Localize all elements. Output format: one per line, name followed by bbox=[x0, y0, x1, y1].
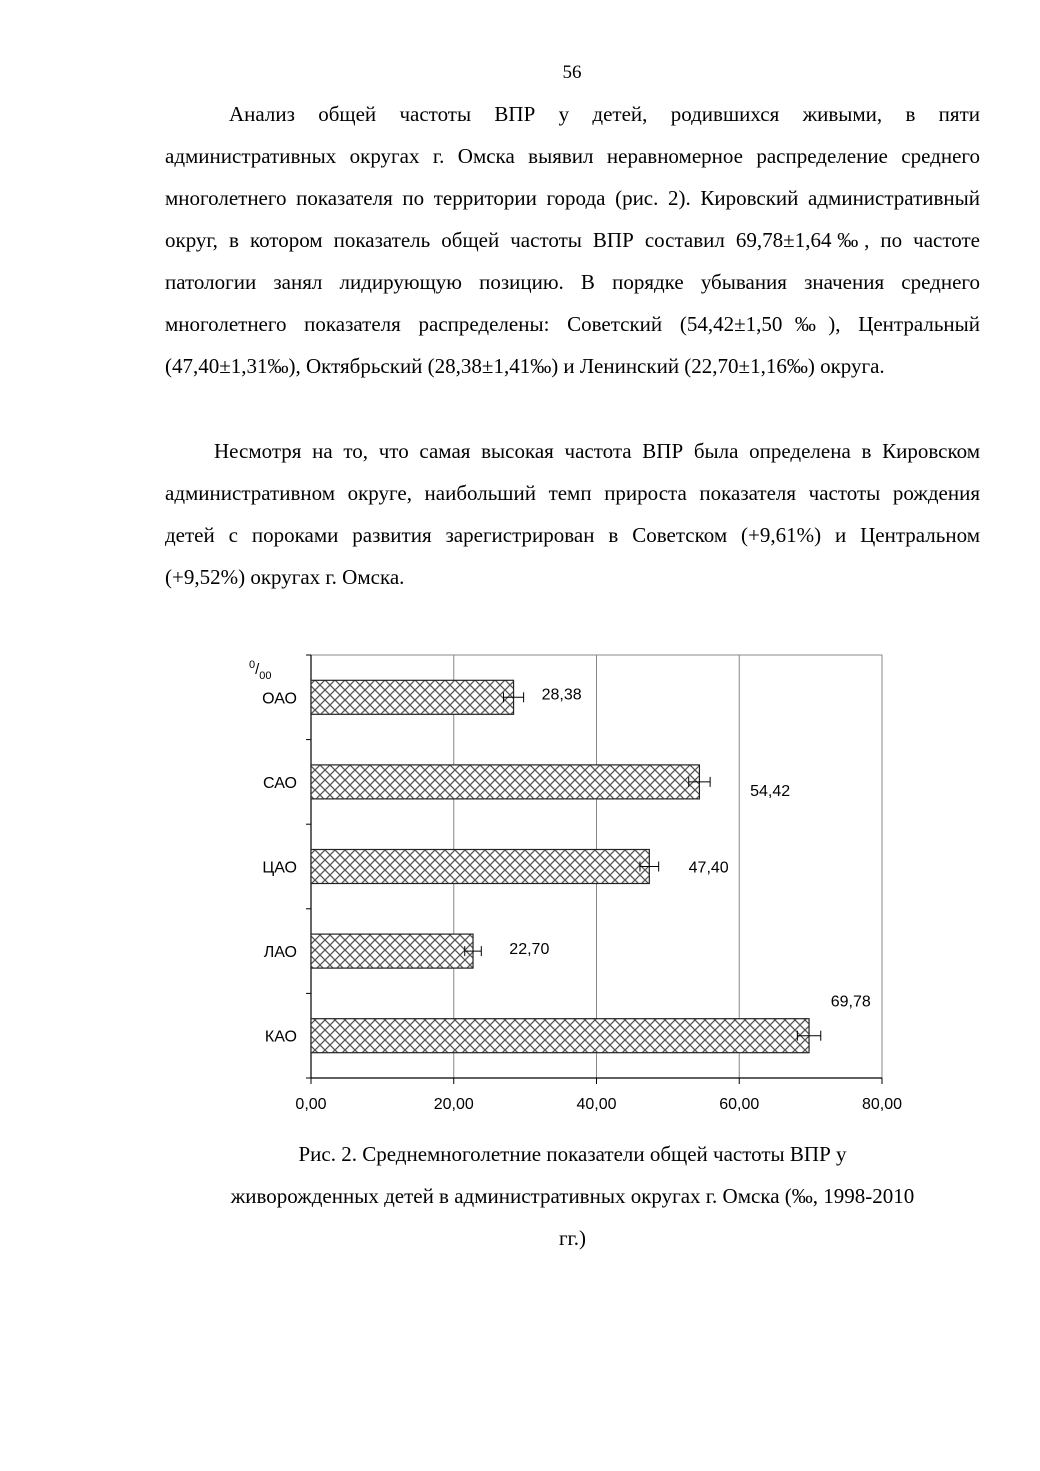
data-label: 54,42 bbox=[750, 782, 791, 800]
x-tick-label: 60,00 bbox=[719, 1096, 760, 1113]
unit-label-sup: 0 bbox=[249, 659, 256, 671]
category-label: КАО bbox=[264, 1028, 297, 1046]
x-tick-label: 20,00 bbox=[433, 1096, 474, 1113]
x-tick-label: 80,00 bbox=[861, 1096, 903, 1113]
unit-label-sub: 00 bbox=[259, 670, 272, 682]
figure-caption-line-2: живорожденных детей в административных округах г. Омска (‰, 1998-2010 bbox=[230, 1184, 915, 1208]
category-label: ЦАО bbox=[262, 859, 297, 877]
paragraph-1: Анализ общей частоты ВПР у детей, родившихся живыми, в пяти административных округах г. Омска выявил неравномерное распределение среднего многолетнего показателя по территории города (рис. 2). Кировский административный округ, в котором показатель общей частоты ВПР составил 69,78±1,64‰, по частоте патологии занял лидирующую позицию. В порядке убывания значения среднего многолетнего показателя распределены: Советский (54,42±1,50‰), Центральный (47,40±1,31‰), Октябрьский (28,38±1,41‰) и Ленинский (22,70±1,16‰) округа. bbox=[165, 102, 980, 378]
bar bbox=[311, 680, 514, 714]
category-label: САО bbox=[263, 774, 297, 792]
x-tick-label: 40,00 bbox=[576, 1096, 617, 1113]
bar-chart bbox=[245, 640, 925, 1120]
data-label: 47,40 bbox=[688, 859, 729, 877]
bar bbox=[311, 934, 473, 968]
x-tick-label: 0,00 bbox=[295, 1096, 327, 1113]
data-label: 28,38 bbox=[541, 686, 582, 704]
category-label: ЛАО bbox=[263, 944, 297, 962]
category-label: ОАО bbox=[262, 690, 297, 708]
unit-label bbox=[249, 659, 272, 682]
bar bbox=[311, 765, 699, 799]
figure-caption-line-1: Рис. 2. Среднемноголетние показатели общей частоты ВПР у bbox=[298, 1142, 847, 1166]
figure-caption-line-3: гг.) bbox=[558, 1226, 587, 1250]
unit-label-slash: / bbox=[255, 661, 260, 678]
data-label: 69,78 bbox=[830, 993, 871, 1011]
bar bbox=[311, 1019, 809, 1053]
page-number: 56 bbox=[562, 62, 582, 83]
data-label: 22,70 bbox=[509, 941, 550, 959]
paragraph-2: Несмотря на то, что самая высокая частота ВПР была определена в Кировском административном округе, наибольший темп прироста показателя частоты рождения детей с пороками развития зарегистрирован в Советском (+9,61%) и Центральном (+9,52%) округах г. Омска. bbox=[165, 439, 980, 589]
bar bbox=[311, 850, 649, 884]
